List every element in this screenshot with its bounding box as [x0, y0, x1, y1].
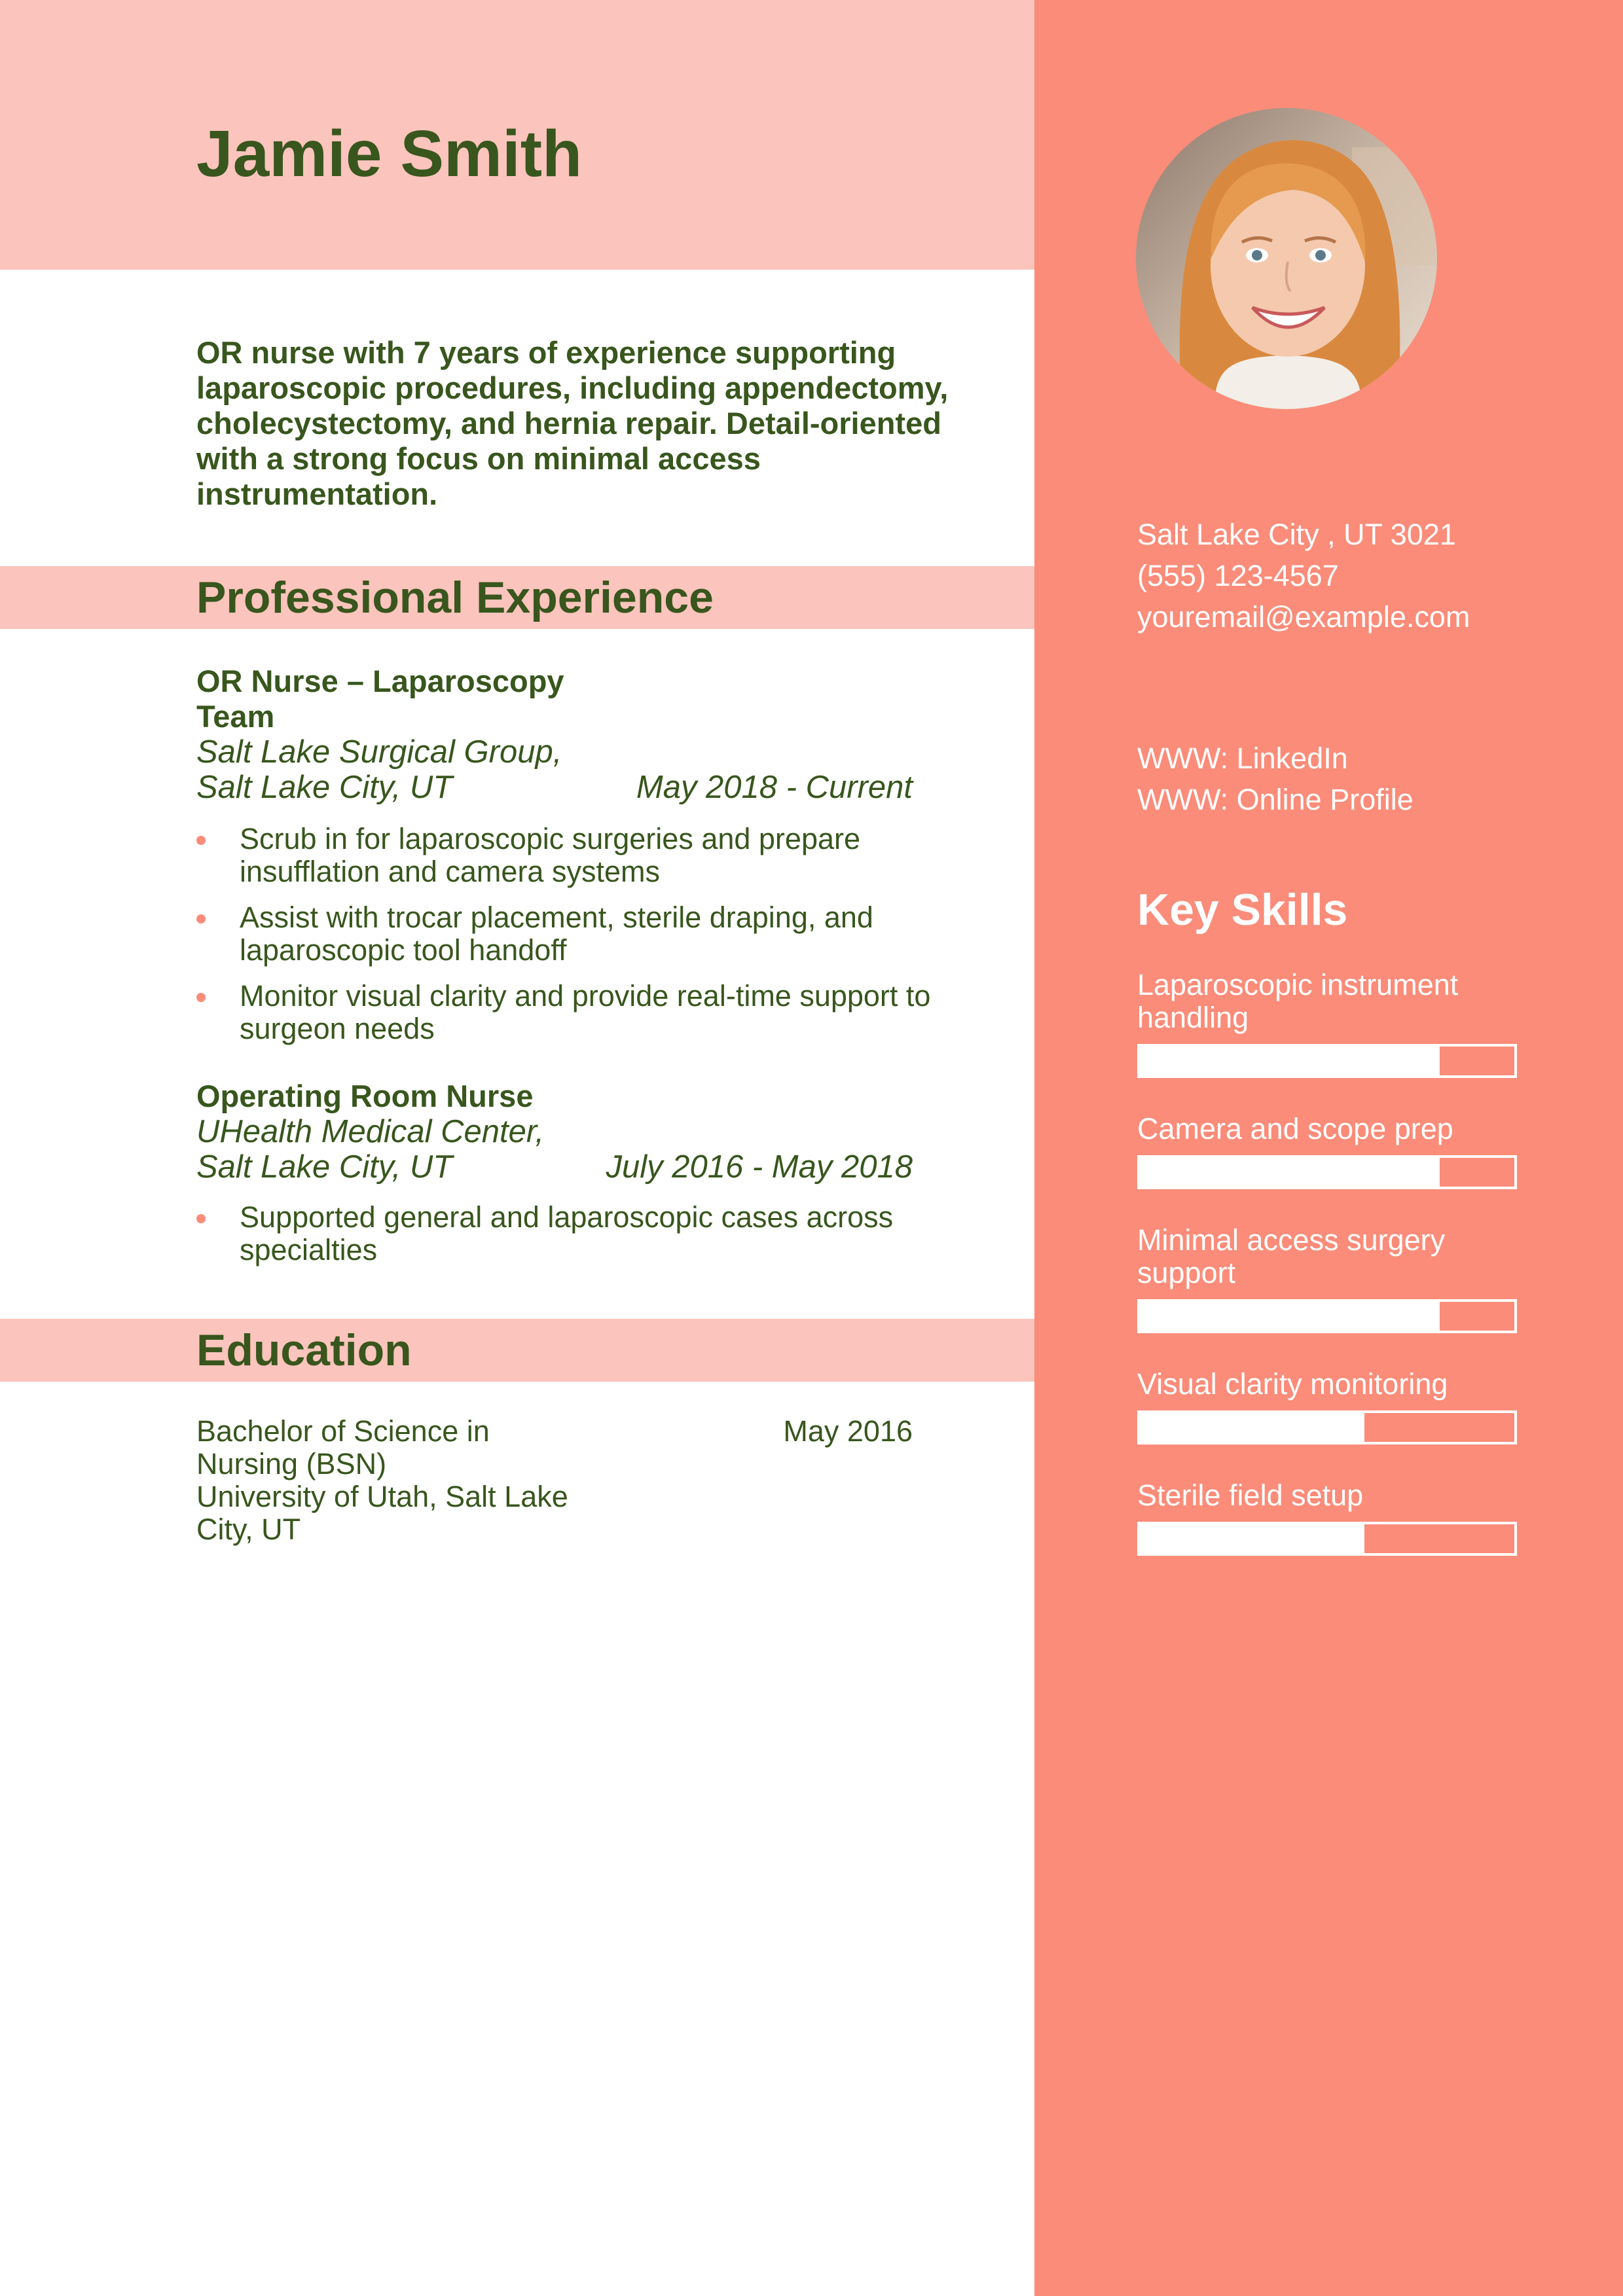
- skill-bar-fill: [1140, 1524, 1364, 1553]
- skill-bar: [1137, 1410, 1517, 1444]
- linkedin-link[interactable]: WWW: LinkedIn: [1137, 742, 1348, 775]
- summary: OR nurse with 7 years of experience supporting laparoscopic procedures, including appendectomy, cholecystectomy, and hernia repair. Detail-oriented with a strong focus on minimal access instrumentation.: [196, 335, 949, 511]
- education-section-title: Education: [196, 1325, 412, 1375]
- job-location: Salt Lake City, UT: [196, 1149, 453, 1185]
- online-profile-link[interactable]: WWW: Online Profile: [1137, 783, 1413, 816]
- experience-section-title: Professional Experience: [196, 573, 714, 622]
- skill-label: Sterile field setup: [1137, 1479, 1364, 1512]
- skill-label: Minimal access surgery support: [1137, 1223, 1446, 1289]
- skill-bar: [1137, 1522, 1517, 1556]
- education-date: May 2016: [783, 1414, 913, 1448]
- job-employer: UHealth Medical Center,: [196, 1114, 545, 1149]
- skill-bar-fill: [1140, 1158, 1440, 1187]
- skill-bar-fill: [1140, 1047, 1440, 1075]
- education-section-band: [0, 1319, 1034, 1382]
- job-bullets: [196, 1201, 982, 1280]
- list-item: Assist with trocar placement, sterile draping, and laparoscopic tool handoff: [196, 901, 982, 967]
- skill-label: Camera and scope prep: [1137, 1112, 1453, 1145]
- profile-photo: [1136, 108, 1437, 409]
- education-school: University of Utah, Salt Lake City, UT: [196, 1480, 568, 1546]
- job-title: OR Nurse – Laparoscopy Team: [196, 664, 564, 734]
- skill-label: Laparoscopic instrument handling: [1137, 968, 1459, 1034]
- skills-title: Key Skills: [1137, 885, 1348, 935]
- web-links: [1137, 738, 1413, 820]
- candidate-name: Jamie Smith: [196, 117, 583, 190]
- contact-info: [1137, 514, 1470, 637]
- education-entry: [196, 1415, 589, 1546]
- contact-email[interactable]: youremail@example.com: [1137, 600, 1470, 634]
- contact-address: Salt Lake City , UT 3021: [1137, 518, 1456, 551]
- list-item: Monitor visual clarity and provide real-time support to surgeon needs: [196, 980, 982, 1045]
- skill-bar-fill: [1140, 1413, 1364, 1442]
- skill-bar: [1137, 1044, 1517, 1078]
- list-item: Scrub in for laparoscopic surgeries and prepare insufflation and camera systems: [196, 823, 982, 888]
- job-employer: Salt Lake Surgical Group,: [196, 734, 562, 770]
- skill-label: Visual clarity monitoring: [1137, 1367, 1448, 1401]
- job-dates: May 2018 - Current: [636, 770, 913, 805]
- skill-bar-fill: [1140, 1302, 1440, 1331]
- skill-bar: [1137, 1155, 1517, 1189]
- job-dates: July 2016 - May 2018: [606, 1149, 913, 1185]
- education-degree: Bachelor of Science in Nursing (BSN): [196, 1414, 490, 1480]
- job-bullets: [196, 823, 982, 1058]
- contact-phone: (555) 123-4567: [1137, 559, 1339, 592]
- skill-bar: [1137, 1299, 1517, 1333]
- job-location: Salt Lake City, UT: [196, 770, 453, 805]
- job-title: Operating Room Nurse: [196, 1079, 534, 1113]
- list-item: Supported general and laparoscopic cases across specialties: [196, 1201, 982, 1266]
